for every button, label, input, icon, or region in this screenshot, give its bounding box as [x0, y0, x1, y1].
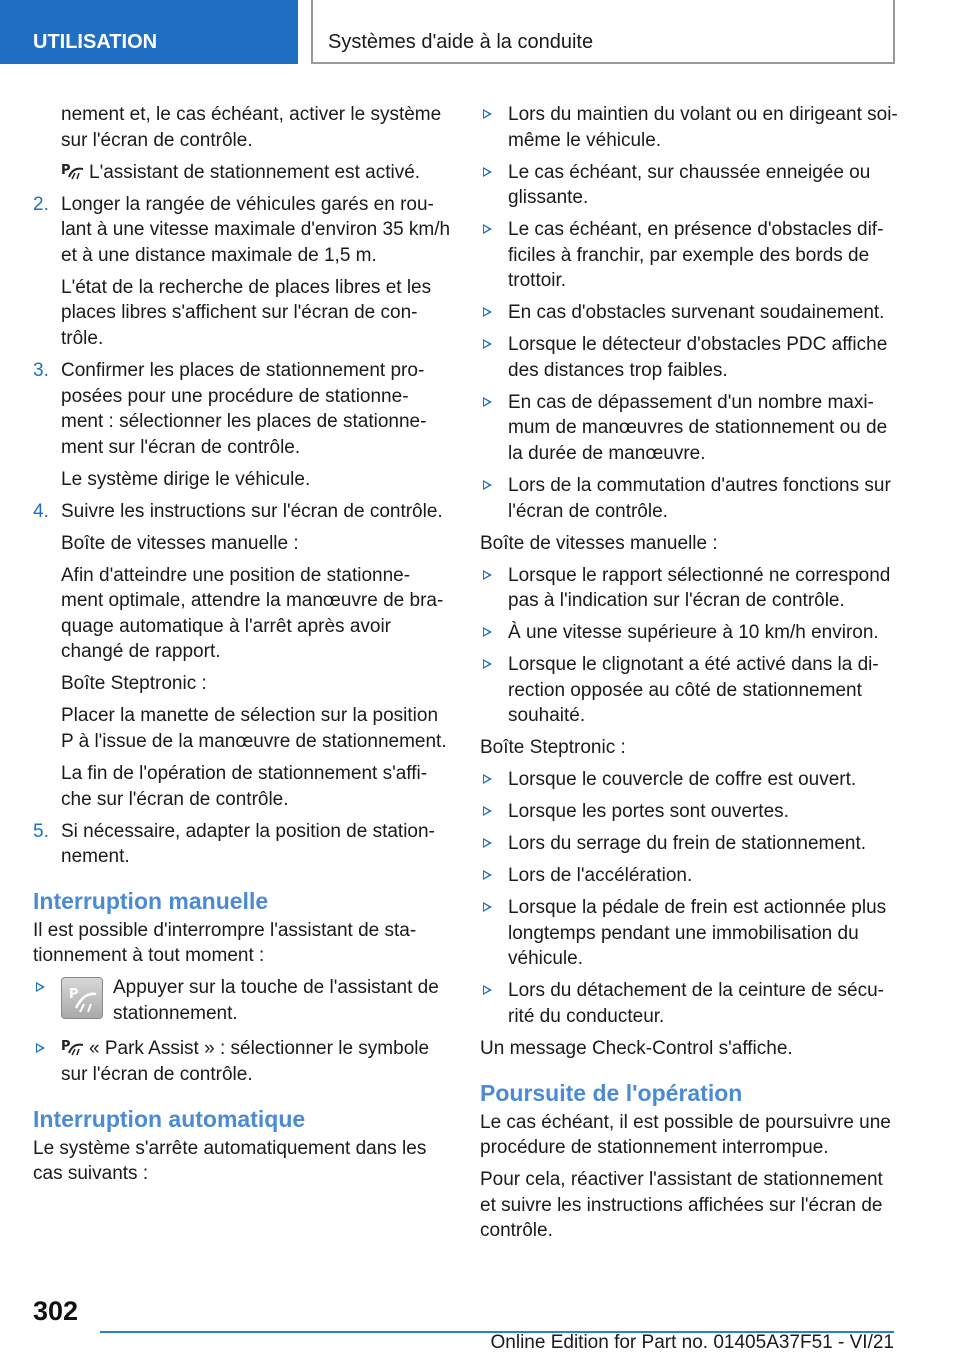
list-text: Lorsque les portes sont ouvertes.	[508, 801, 789, 823]
list-item	[480, 563, 900, 614]
svg-text:P: P	[61, 1039, 71, 1055]
list-text: À une vitesse supérieure à 10 km/h environ.	[508, 622, 879, 644]
triangle-bullet-icon	[36, 982, 45, 992]
paragraph: Boîte Steptronic :	[61, 673, 207, 695]
paragraph: Placer la manette de sélection sur la position P à l'issue de la manœuvre de stationnement.	[61, 705, 447, 752]
list-text: En cas d'obstacles survenant soudainement.	[508, 302, 885, 324]
paragraph: L'état de la recherche de places libres et les places libres s'affichent sur l'écran de con- trôle.	[61, 276, 432, 349]
list-item	[480, 473, 900, 524]
list-item	[480, 978, 900, 1029]
triangle-bullet-icon	[483, 870, 492, 880]
triangle-bullet-icon	[483, 307, 492, 317]
list-text: Lors de la commutation d'autres fonctions sur l'écran de contrôle.	[508, 475, 891, 522]
page-number: 302	[33, 1296, 79, 1326]
list-text: Lorsque la pédale de frein est actionnée plus longtemps pendant une immobilisation du véhicule.	[508, 897, 887, 970]
triangle-bullet-icon	[483, 806, 492, 816]
park-assist-icon	[61, 1037, 85, 1057]
heading-automatic-interruption: Interruption automatique	[33, 1105, 306, 1132]
triangle-bullet-icon	[483, 339, 492, 349]
status-text: L'assistant de stationnement est activé.	[89, 161, 421, 183]
left-column	[33, 102, 451, 1193]
list-text: Lorsque le couvercle de coffre est ouvert.	[508, 769, 857, 791]
svg-text:P: P	[69, 987, 79, 1003]
list-item	[480, 767, 900, 793]
list-text: Lors du détachement de la ceinture de sécu- rité du conducteur.	[508, 980, 885, 1028]
list-text: Lorsque le clignotant a été activé dans la di- rection opposée au côté de stationnement souhaité.	[508, 654, 879, 727]
list-item	[480, 863, 900, 889]
paragraph: Suivre les instructions sur l'écran de contrôle.	[61, 500, 443, 522]
list-item	[480, 652, 900, 729]
triangle-bullet-icon	[483, 167, 492, 177]
step-2	[33, 192, 451, 352]
list-text: Lors du maintien du volant ou en dirigeant soi-même le véhicule.	[508, 104, 898, 151]
paragraph	[33, 160, 451, 186]
list-item	[480, 895, 900, 972]
chapter-tab[interactable]	[311, 0, 895, 64]
step-number: 2.	[33, 193, 49, 215]
park-assist-button-icon	[61, 977, 103, 1019]
chapter-title: Systèmes d'aide à la conduite	[328, 31, 594, 53]
triangle-bullet-icon	[483, 774, 492, 784]
paragraph: La fin de l'opération de stationnement s'affi- che sur l'écran de contrôle.	[61, 762, 428, 810]
list-item	[33, 1036, 451, 1087]
paragraph: Un message Check-Control s'affiche.	[480, 1038, 793, 1060]
triangle-bullet-icon	[483, 838, 492, 848]
step-4	[33, 499, 451, 812]
triangle-bullet-icon	[483, 109, 492, 119]
list-text: Le cas échéant, sur chaussée enneigée ou glissante.	[508, 161, 871, 209]
paragraph: Boîte Steptronic :	[480, 737, 626, 759]
triangle-bullet-icon	[483, 570, 492, 580]
list-text: En cas de dépassement d'un nombre maxi- mum de manœuvres de stationnement ou de la durée de manœuvre.	[508, 391, 888, 465]
right-column	[480, 102, 900, 1250]
footer-edition: Online Edition for Part no. 01405A37F51 - VI/21	[490, 1332, 894, 1353]
section-title: UTILISATION	[33, 31, 158, 53]
park-assist-icon	[61, 161, 85, 181]
list-text: Lorsque le rapport sélectionné ne correspond pas à l'indication sur l'écran de contrôle.	[508, 564, 891, 612]
paragraph: Le cas échéant, il est possible de poursuivre une procédure de stationnement interrompue.	[480, 1111, 891, 1159]
list-text: Lorsque le détecteur d'obstacles PDC affiche des distances trop faibles.	[508, 334, 888, 381]
step-5	[33, 819, 451, 870]
paragraph: Boîte de vitesses manuelle :	[480, 532, 718, 554]
heading-resume-operation: Poursuite de l'opération	[480, 1079, 743, 1106]
heading-manual-interruption: Interruption manuelle	[33, 887, 269, 914]
list-item	[480, 300, 900, 326]
list-text: Appuyer sur la touche de l'assistant de stationnement.	[113, 977, 439, 1024]
paragraph: Pour cela, réactiver l'assistant de stationnement et suivre les instructions affichées sur l'écran de contrôle.	[480, 1169, 883, 1242]
list-item	[480, 799, 900, 825]
paragraph: Confirmer les places de stationnement pro- posées pour une procédure de stationne- ment : sélectionner les places de stationne- ment sur l'écran de contrôle.	[61, 359, 427, 458]
step-number: 5.	[33, 820, 49, 842]
triangle-bullet-icon	[483, 224, 492, 234]
paragraph: Le système dirige le véhicule.	[61, 468, 311, 490]
svg-text:P: P	[61, 162, 71, 178]
list-item	[480, 332, 900, 383]
paragraph: Afin d'atteindre une position de stationne- ment optimale, attendre la manœuvre de bra- quage automatique à l'arrêt après avoir changé de rapport.	[61, 564, 444, 663]
list-text: « Park Assist » : sélectionner le symbole sur l'écran de contrôle.	[61, 1038, 430, 1086]
paragraph: Longer la rangée de véhicules garés en rou- lant à une vitesse maximale d'environ 35 km/h et à une distance maximale de 1,5 m.	[61, 193, 451, 266]
paragraph: Si nécessaire, adapter la position de station- nement.	[61, 820, 435, 868]
triangle-bullet-icon	[483, 985, 492, 995]
triangle-bullet-icon	[483, 627, 492, 637]
list-item	[480, 102, 900, 153]
triangle-bullet-icon	[483, 480, 492, 490]
step-3	[33, 358, 451, 492]
list-item	[480, 620, 900, 646]
paragraph: Le système s'arrête automatiquement dans les cas suivants :	[33, 1137, 427, 1185]
list-text: Lors du serrage du frein de stationnement.	[508, 833, 867, 855]
triangle-bullet-icon	[483, 659, 492, 669]
list-item	[33, 975, 451, 1026]
list-item	[480, 390, 900, 467]
step-number: 3.	[33, 359, 49, 381]
paragraph: nement et, le cas échéant, activer le système sur l'écran de contrôle.	[61, 104, 442, 151]
paragraph: Il est possible d'interrompre l'assistant de sta- tionnement à tout moment :	[33, 919, 417, 967]
list-text: Le cas échéant, en présence d'obstacles dif- ficiles à franchir, par exemple des bords de trottoir.	[508, 219, 884, 292]
list-text: Lors de l'accélération.	[508, 865, 693, 887]
step-number: 4.	[33, 500, 49, 522]
list-item	[480, 160, 900, 211]
list-item	[480, 217, 900, 294]
triangle-bullet-icon	[483, 397, 492, 407]
paragraph: Boîte de vitesses manuelle :	[61, 532, 299, 554]
list-item	[480, 831, 900, 857]
triangle-bullet-icon	[483, 902, 492, 912]
section-tab[interactable]	[0, 0, 298, 64]
triangle-bullet-icon	[36, 1043, 45, 1053]
